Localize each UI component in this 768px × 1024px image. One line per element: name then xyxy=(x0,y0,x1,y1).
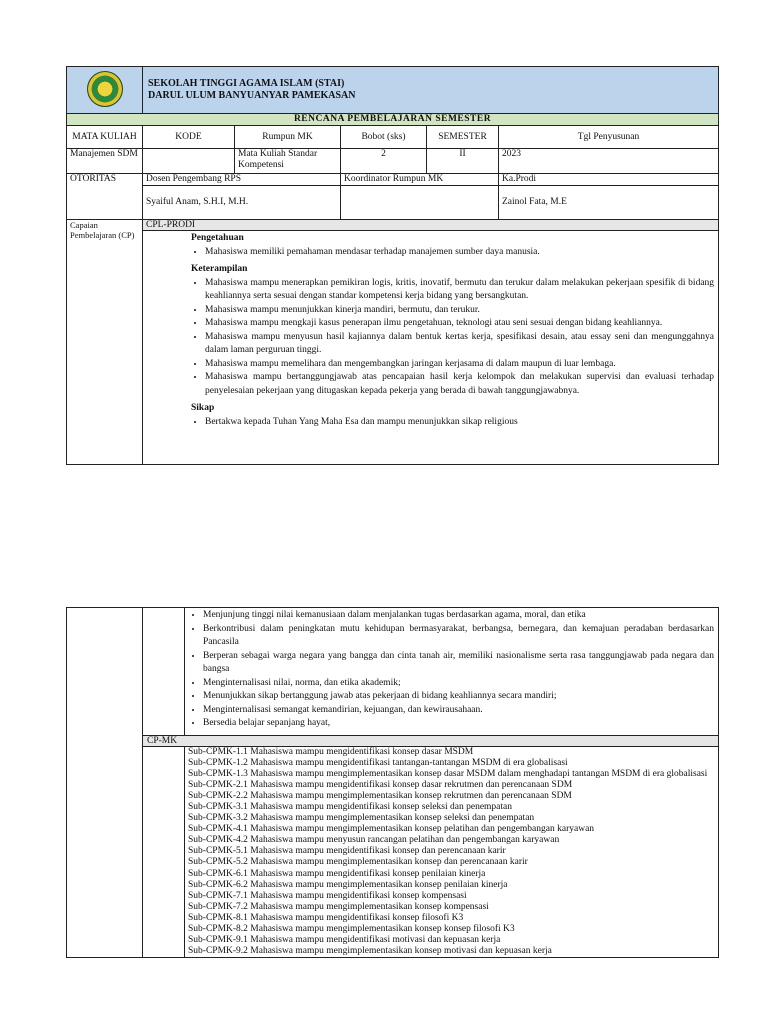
document-title: RENCANA PEMBELAJARAN SEMESTER xyxy=(67,114,719,126)
list-item: • Menginternalisasi nilai, norma, dan etika akademik; xyxy=(203,677,714,691)
cp-mk-spacer-cell xyxy=(143,746,185,958)
sikap-content-continued xyxy=(185,608,719,736)
list-item: Sub-CPMK-8.2 Mahasiswa mampu mengimplementasikan konsep konsep filosofi K3 xyxy=(188,924,515,934)
list-item: Sub-CPMK-5.1 Mahasiswa mampu mengidentifikasi konsep dan perencanaan karir xyxy=(188,846,506,857)
col-head-bobot: Bobot (sks) xyxy=(341,126,427,149)
sikap-list xyxy=(191,416,714,430)
dosen-pengembang-name: Syaiful Anam, S.H.I, M.H. xyxy=(143,186,341,220)
list-item: • Mahasiswa memiliki pemahaman mendasar terhadap manajemen sumber daya manusia. xyxy=(205,246,714,260)
institution-logo-icon xyxy=(87,71,123,107)
value-tgl-penyusunan: 2023 xyxy=(499,149,719,174)
rps-table-page-2 xyxy=(66,607,719,958)
list-item: Sub-CPMK-1.1 Mahasiswa mampu mengidentifikasi konsep dasar MSDM xyxy=(188,746,474,757)
cp-mk-bar: CP-MK xyxy=(143,735,719,746)
list-item: Sub-CPMK-4.2 Mahasiswa mampu menyusun rancangan pelatihan dan pengembangan karyawan xyxy=(188,835,560,846)
list-item: Sub-CPMK-7.2 Mahasiswa mampu mengimplementasikan konsep kompensasi xyxy=(188,901,489,912)
sikap-title: Sikap xyxy=(191,403,215,413)
rps-table-page-1 xyxy=(66,66,719,465)
list-item: • Berperan sebagai warga negara yang bangga dan cinta tanah air, memiliki nasionalisme serta rasa tanggungjawab pada negara dan bangsa xyxy=(203,650,714,677)
capaian-pembelajaran-label: Capaian Pembelajaran (CP) xyxy=(67,220,143,465)
value-kode xyxy=(143,149,235,174)
institution-name-line1: SEKOLAH TINGGI AGAMA ISLAM (STAI) xyxy=(148,78,345,89)
list-item: Sub-CPMK-1.3 Mahasiswa mampu mengimplementasikan konsep dasar MSDM dalam menghadapi tantangan MSDM di era globalisasi xyxy=(188,768,708,779)
list-item: Sub-CPMK-7.1 Mahasiswa mampu mengidentifikasi konsep kompensasi xyxy=(188,890,467,901)
list-item: • Menginternalisasi semangat kemandirian, kejuangan, dan kewirausahaan. xyxy=(203,704,714,718)
keterampilan-list xyxy=(191,277,714,399)
list-item: • Mahasiswa mampu menunjukkan kinerja mandiri, bermutu, dan terukur. xyxy=(205,304,714,318)
list-item: • Mahasiswa mampu bertanggungjawab atas pencapaian hasil kerja kelompok dan melakukan supervisi dan evaluasi terhadap penyelesaian pekerjaan yang ditugaskan kepada pekerja yang berada di bawah tanggungjawabnya. xyxy=(205,371,714,398)
list-item: Sub-CPMK-9.2 Mahasiswa mampu mengimplementasikan konsep motivasi dan kepuasan kerja xyxy=(188,946,552,957)
list-item: Sub-CPMK-8.1 Mahasiswa mampu mengidentifikasi konsep filosofi K3 xyxy=(188,912,464,923)
list-item: Sub-CPMK-1.2 Mahasiswa mampu mengidentifikasi tantangan-tantangan MSDM di era globalisasi xyxy=(188,757,568,768)
koordinator-label: Koordinator Rumpun MK xyxy=(341,174,499,186)
col-head-mata-kuliah: MATA KULIAH xyxy=(67,126,143,149)
list-item: • Mahasiswa mampu menyusun hasil kajiannya dalam bentuk kertas kerja, spesifikasi desain, atau essay seni dan mengunggahnya dalam laman perguruan tinggi. xyxy=(205,331,714,358)
rps-page-2 xyxy=(66,607,718,1017)
list-item: • Bertakwa kepada Tuhan Yang Maha Esa dan mampu menunjukkan sikap religious xyxy=(205,416,714,430)
pengetahuan-list xyxy=(191,246,714,260)
col-head-tgl-penyusunan: Tgl Penyusunan xyxy=(499,126,719,149)
value-semester: II xyxy=(427,149,499,174)
list-item: • Mahasiswa mampu menerapkan pemikiran logis, kritis, inovatif, bermutu dan terukur dalam melakukan pekerjaan spesifik di bidang keahliannya serta sesuai dengan standar kompetensi kerja bidang yang bersangkutan. xyxy=(205,277,714,304)
cp-label-continued xyxy=(67,608,143,958)
list-item: • Bersedia belajar sepanjang hayat, xyxy=(203,717,714,731)
kaprodi-label: Ka.Prodi xyxy=(499,174,719,186)
cpl-prodi-bar: CPL-PRODI xyxy=(143,220,719,231)
list-item: Sub-CPMK-2.1 Mahasiswa mampu mengidentifikasi konsep dasar rekrutmen dan perencanaan SDM xyxy=(188,779,573,790)
kaprodi-name: Zainol Fata, M.E xyxy=(499,186,719,220)
dosen-pengembang-label: Dosen Pengembang RPS xyxy=(143,174,341,186)
list-item: Sub-CPMK-4.1 Mahasiswa mampu mengimplementasikan konsep pelatihan dan pengembangan karyawan xyxy=(188,824,595,835)
koordinator-name xyxy=(341,186,499,220)
rps-page-1 xyxy=(66,66,718,466)
list-item: Sub-CPMK-3.1 Mahasiswa mampu mengidentifikasi konsep seleksi dan penempatan xyxy=(188,801,513,812)
value-bobot: 2 xyxy=(341,149,427,174)
col-head-kode: KODE xyxy=(143,126,235,149)
list-item: • Berkontribusi dalam peningkatan mutu kehidupan bermasyarakat, berbangsa, bernegara, dan kemajuan peradaban berdasarkan Pancasila xyxy=(203,623,714,650)
list-item: Sub-CPMK-6.1 Mahasiswa mampu mengidentifikasi konsep penilaian kinerja xyxy=(188,868,486,879)
otoritas-label: OTORITAS xyxy=(67,174,143,220)
col-head-semester: SEMESTER xyxy=(427,126,499,149)
list-item: Sub-CPMK-2.2 Mahasiswa mampu mengimplementasikan konsep rekrutmen dan perencanaan SDM xyxy=(188,790,572,801)
institution-header xyxy=(143,67,719,114)
list-item: • Menjunjung tinggi nilai kemanusiaan dalam menjalankan tugas berdasarkan agama, moral, dan etika xyxy=(203,609,714,623)
list-item: Sub-CPMK-3.2 Mahasiswa mampu mengimplementasikan konsep seleksi dan penempatan xyxy=(188,813,535,824)
value-rumpun-mk: Mata Kuliah Standar Kompetensi xyxy=(235,149,341,174)
sub-cpmk-list xyxy=(185,746,719,958)
pengetahuan-title: Pengetahuan xyxy=(191,233,244,243)
cp-spacer-cell xyxy=(143,608,185,736)
list-item: Sub-CPMK-6.2 Mahasiswa mampu mengimplementasikan konsep penilaian kinerja xyxy=(188,879,508,890)
list-item: • Mahasiswa mampu mengkaji kasus penerapan ilmu pengetahuan, teknologi atau seni sesuai dengan bidang keahliannya. xyxy=(205,317,714,331)
list-item: Sub-CPMK-9.1 Mahasiswa mampu mengidentifikasi motivasi dan kepuasan kerja xyxy=(188,935,501,946)
value-mata-kuliah: Manajemen SDM xyxy=(67,149,143,174)
col-head-rumpun-mk: Rumpun MK xyxy=(235,126,341,149)
keterampilan-title: Keterampilan xyxy=(191,264,248,274)
institution-name-line2: DARUL ULUM BANYUANYAR PAMEKASAN xyxy=(148,90,356,101)
logo-cell xyxy=(67,67,143,114)
list-item: Sub-CPMK-5.2 Mahasiswa mampu mengimplementasikan konsep dan perencanaan karir xyxy=(188,857,528,868)
list-item: • Menunjukkan sikap bertanggung jawab atas pekerjaan di bidang keahliannya secara mandiri; xyxy=(203,690,714,704)
list-item: • Mahasiswa mampu memelihara dan mengembangkan jaringan kerjasama di dalam maupun di luar lembaga. xyxy=(205,358,714,372)
sikap-list-continued xyxy=(189,609,714,731)
cpl-prodi-content xyxy=(143,231,719,465)
